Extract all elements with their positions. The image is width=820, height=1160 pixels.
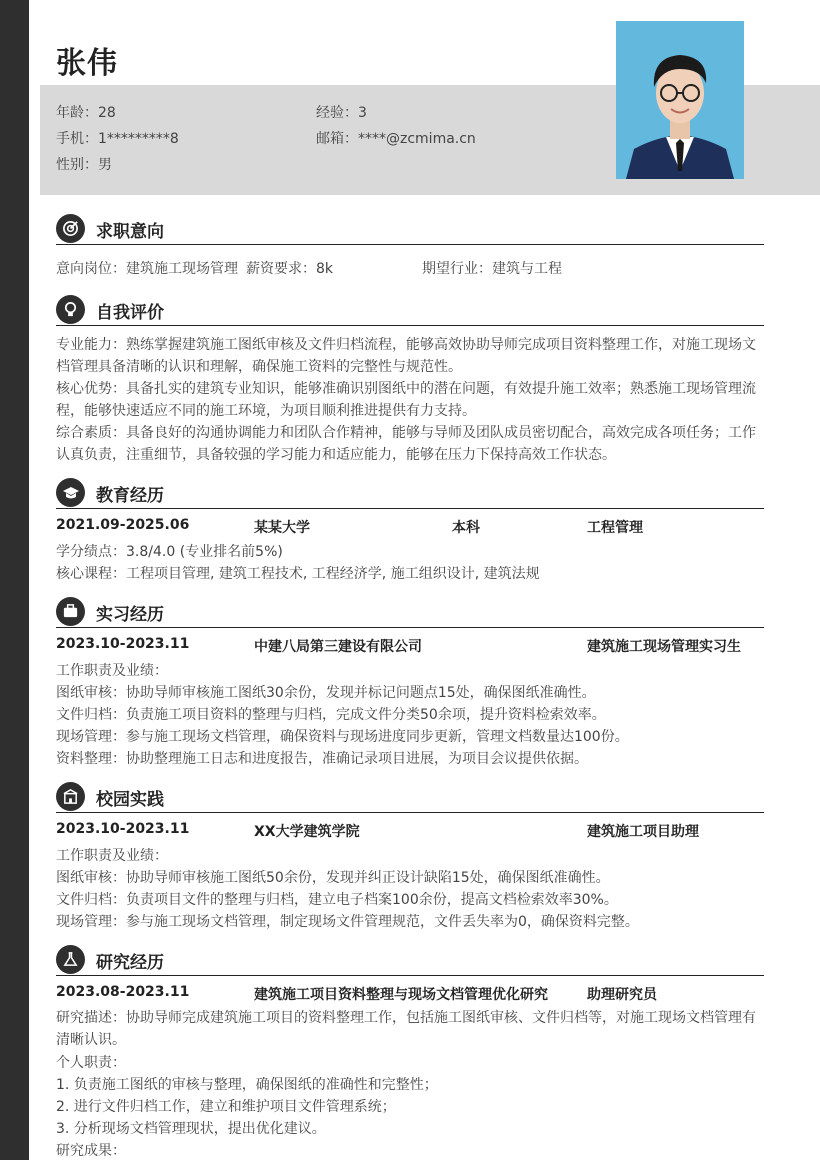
research-duties-label: 个人职责： (56, 1055, 126, 1071)
research-project: 建筑施工项目资料整理与现场文档管理优化研究 (254, 987, 548, 1003)
campus-org: XX大学建筑学院 (254, 824, 360, 840)
section-education (56, 478, 764, 509)
section-internship (56, 597, 764, 628)
campus-duty-1: 图纸审核：协助导师审核施工图纸50余份，发现并纠正设计缺陷15处，确保图纸准确性。 (56, 870, 610, 886)
edu-major: 工程管理 (587, 520, 643, 536)
intern-duty-1: 图纸审核：协助导师审核施工图纸30余份，发现并标记问题点15处，确保图纸准确性。 (56, 685, 596, 701)
campus-duty-2: 文件归档：负责项目文件的整理与归档，建立电子档案100余份，提高文档检索效率30%。 (56, 892, 618, 908)
intern-duties-label: 工作职责及业绩： (56, 663, 168, 679)
age: 年龄：28 (56, 105, 116, 121)
campus-date: 2023.10-2023.11 (56, 821, 190, 837)
campus-role: 建筑施工项目助理 (587, 824, 699, 840)
section-title: 研究经历 (96, 953, 164, 973)
section-title: 求职意向 (96, 222, 164, 242)
campus-duties-label: 工作职责及业绩： (56, 848, 168, 864)
building-icon (56, 782, 85, 811)
intern-duty-2: 文件归档：负责施工项目资料的整理与归档，完成文件分类50余项，提升资料检索效率。 (56, 707, 606, 723)
section-title: 校园实践 (96, 790, 164, 810)
graduation-cap-icon (56, 478, 85, 507)
research-duty-2: 2. 进行文件归档工作，建立和维护项目文件管理系统； (56, 1099, 396, 1115)
section-title: 教育经历 (96, 486, 164, 506)
email: 邮箱：****@zcmima.cn (316, 131, 476, 147)
intent-industry: 期望行业：建筑与工程 (422, 261, 562, 277)
left-sidebar-bar (0, 0, 29, 1160)
flask-icon (56, 945, 85, 974)
intern-company: 中建八局第三建设有限公司 (254, 639, 422, 655)
candidate-name: 张伟 (56, 46, 118, 81)
self-eval-professional: 专业能力：熟练掌握建筑施工图纸审核及文件归档流程，能够高效协助导师完成项目资料整理工作，对施工现场文档管理具备清晰的认识和理解，确保施工资料的完整性与规范性。 (56, 337, 756, 375)
section-self-evaluation (56, 295, 764, 326)
research-results-label: 研究成果： (56, 1143, 126, 1159)
research-role: 助理研究员 (587, 987, 657, 1003)
profile-photo (616, 21, 744, 179)
section-campus-practice (56, 782, 764, 813)
intern-role: 建筑施工现场管理实习生 (587, 639, 741, 655)
section-title: 自我评价 (96, 303, 164, 323)
experience: 经验：3 (316, 105, 367, 121)
intent-position: 意向岗位：建筑施工现场管理 (56, 261, 238, 277)
self-eval-advantage: 核心优势：具备扎实的建筑专业知识，能够准确识别图纸中的潜在问题，有效提升施工效率；熟悉施工现场管理流程，能够快速适应不同的施工环境，为项目顺利推进提供有力支持。 (56, 381, 756, 419)
section-job-intent (56, 214, 764, 245)
research-duty-1: 1. 负责施工图纸的审核与整理，确保图纸的准确性和完整性； (56, 1077, 438, 1093)
briefcase-icon (56, 597, 85, 626)
research-description: 研究描述：协助导师完成建筑施工项目的资料整理工作，包括施工图纸审核、文件归档等，对施工现场文档管理有清晰认识。 (56, 1010, 756, 1048)
bulb-icon (56, 295, 85, 324)
self-eval-quality: 综合素质：具备良好的沟通协调能力和团队合作精神，能够与导师及团队成员密切配合，高效完成各项任务；工作认真负责，注重细节，具备较强的学习能力和适应能力，能够在压力下保持高效工作状态。 (56, 425, 756, 463)
edu-degree: 本科 (452, 520, 480, 536)
campus-duty-3: 现场管理：参与施工现场文档管理，制定现场文件管理规范，文件丢失率为0，确保资料完整。 (56, 914, 639, 930)
edu-school: 某某大学 (254, 520, 310, 536)
gender: 性别：男 (56, 157, 112, 173)
edu-date: 2021.09-2025.06 (56, 517, 190, 533)
research-duty-3: 3. 分析现场文档管理现状，提出优化建议。 (56, 1121, 326, 1137)
phone: 手机：1*********8 (56, 131, 179, 147)
intern-duty-4: 资料整理：协助整理施工日志和进度报告，准确记录项目进展，为项目会议提供依据。 (56, 751, 588, 767)
research-date: 2023.08-2023.11 (56, 984, 190, 1000)
edu-gpa: 学分绩点：3.8/4.0 (专业排名前5%) (56, 544, 283, 560)
section-research (56, 945, 764, 976)
section-title: 实习经历 (96, 605, 164, 625)
edu-courses: 核心课程：工程项目管理, 建筑工程技术, 工程经济学, 施工组织设计, 建筑法规 (56, 566, 540, 582)
intern-duty-3: 现场管理：参与施工现场文档管理，确保资料与现场进度同步更新，管理文档数量达100份。 (56, 729, 629, 745)
target-icon (56, 214, 85, 243)
intern-date: 2023.10-2023.11 (56, 636, 190, 652)
intent-salary: 薪资要求：8k (246, 261, 334, 277)
